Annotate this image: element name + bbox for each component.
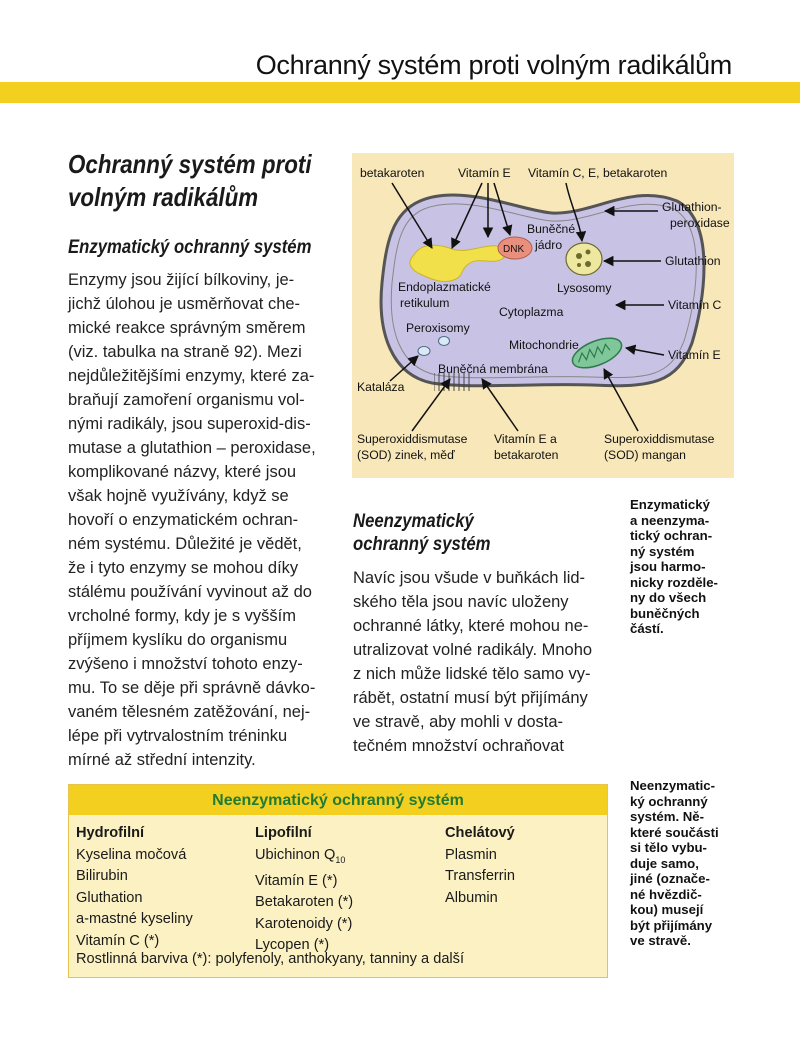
note-line: jsou harmo- xyxy=(630,559,706,574)
text-line: lépe při vytrvalostním tréninku xyxy=(68,727,288,745)
text-line: jichž úlohou je usměrňovat che- xyxy=(68,295,301,313)
text-line: Enzymy jsou žijící bílkoviny, je- xyxy=(68,271,295,289)
lysosome-dot xyxy=(576,253,582,259)
label-glutathion-peroxidase-2: peroxidase xyxy=(670,216,730,230)
label-sod-zinek-1: Superoxiddismutase xyxy=(357,432,468,446)
article-title-line: Ochranný systém proti xyxy=(68,149,312,179)
note-line: které součásti xyxy=(630,824,719,840)
text-line: utralizovat volné radikály. Mnoho xyxy=(353,641,593,659)
cell-diagram xyxy=(352,153,734,478)
table-item: Lycopen (*) xyxy=(255,937,330,954)
note-line: buněčných xyxy=(630,605,700,621)
text-line: stálému používání vyvinout až do xyxy=(68,583,312,601)
table-column-hydrophilic xyxy=(76,823,193,952)
text-line: nejdůležitějšími enzymy, které za- xyxy=(68,367,315,385)
note-line: částí. xyxy=(630,621,664,636)
note-line: Neenzymatic- xyxy=(630,778,716,793)
peroxisome-shape xyxy=(439,337,450,346)
label-katalaza: Kataláza xyxy=(357,380,405,394)
text-line: nými radikály, jsou superoxid-dis- xyxy=(68,415,311,433)
cell-diagram-svg xyxy=(352,153,734,478)
note-line: duje samo, xyxy=(630,855,699,871)
heading-line: ochranný systém xyxy=(353,534,491,555)
note-line: Enzymatický xyxy=(630,497,710,512)
side-note-enzymatic xyxy=(630,497,718,637)
column-header: Chelátový xyxy=(445,825,515,841)
heading-line: Neenzymatický xyxy=(353,511,474,532)
table-item-text: Ubichinon Q xyxy=(255,846,336,863)
text-line: tečném množství ochraňovat xyxy=(353,737,564,755)
text-line: braňují zamoření organismu vol- xyxy=(68,391,305,409)
text-line: však hojně využívány, když se xyxy=(68,487,289,505)
label-bunecne-jadro-2: jádro xyxy=(535,238,563,252)
text-line: z nich může lidské tělo samo vy- xyxy=(353,665,591,683)
lysosome-shape xyxy=(566,243,602,275)
side-note-nonenzymatic xyxy=(630,778,719,949)
table-item xyxy=(255,845,353,871)
table-item: Plasmin xyxy=(445,846,497,863)
table-item: Kyselina močová xyxy=(76,846,187,863)
table-footer: Rostlinná barviva (*): polyfenoly, anthokyany, tanniny a další xyxy=(76,951,465,967)
label-vitamin-e-top: Vitamín E xyxy=(458,166,511,180)
label-glutathion: Glutathion xyxy=(665,254,721,268)
note-line: systém. Ně- xyxy=(630,809,705,824)
label-vitamin-c-e-beta: Vitamín C, E, betakaroten xyxy=(528,166,668,180)
note-line: ny do všech xyxy=(630,590,707,605)
lysosome-dot xyxy=(586,250,591,255)
table-item: Bilirubin xyxy=(76,868,128,884)
table-column-chelating xyxy=(445,823,515,909)
table-item: Vitamín C (*) xyxy=(76,932,160,949)
text-line: hovoří o enzymatickém ochran- xyxy=(68,511,299,529)
label-mitochondrie: Mitochondrie xyxy=(509,338,579,352)
label-betakaroten: betakaroten xyxy=(360,166,425,180)
article-title-line: volným radikálům xyxy=(68,182,259,212)
column-header: Lipofilní xyxy=(255,825,312,841)
label-sod-mangan-2: (SOD) mangan xyxy=(604,448,686,462)
note-line: ký ochranný xyxy=(630,793,708,809)
peroxisome-shape xyxy=(418,347,430,356)
label-sod-zinek-2: (SOD) zinek, měď xyxy=(357,448,455,462)
text-line: rábět, ostatní musí být přijímány xyxy=(353,689,588,707)
article-title xyxy=(68,148,312,214)
label-cytoplazma: Cytoplazma xyxy=(499,305,564,319)
table-item: Vitamín E (*) xyxy=(255,872,338,889)
label-sod-mangan-1: Superoxiddismutase xyxy=(604,432,715,446)
text-line: mutase a glutathion – peroxidase, xyxy=(68,439,316,457)
text-line: vrcholné formy, kdy je s vyšším xyxy=(68,607,296,625)
text-line: zvýšeno i množství tohoto enzy- xyxy=(68,655,303,673)
label-glutathion-peroxidase-1: Glutathion- xyxy=(662,200,722,214)
arrow xyxy=(412,379,450,431)
text-line: (viz. tabulka na straně 92). Mezi xyxy=(68,343,302,361)
table-title: Neenzymatický ochranný systém xyxy=(212,792,464,809)
enzymatic-heading: Enzymatický ochranný systém xyxy=(68,237,312,258)
text-line: příjmem kyslíku do organismu xyxy=(68,631,288,649)
note-line: tický ochran- xyxy=(630,528,713,543)
text-line: mírné až střední intenzity. xyxy=(68,751,256,769)
text-line: že i tyto enzymy se mohou díky xyxy=(68,559,299,577)
enzymatic-paragraph xyxy=(68,268,316,772)
note-line: ný systém xyxy=(630,543,695,559)
label-vitamin-e-right: Vitamín E xyxy=(668,348,721,362)
note-line: kou) musejí xyxy=(630,902,704,917)
nonenzymatic-table xyxy=(68,784,608,978)
text-line: mu. To se děje při správně dávko- xyxy=(68,679,316,697)
note-line: být přijímány xyxy=(630,917,713,933)
note-line: né hvězdič- xyxy=(630,886,702,902)
text-line: ve stravě, aby mohli v dosta- xyxy=(353,713,564,731)
table-item: Karotenoidy (*) xyxy=(255,915,353,932)
note-line: si tělo vybu- xyxy=(630,840,707,855)
label-vitamin-c: Vitamín C xyxy=(668,298,722,312)
text-line: ném systému. Důležité je vědět, xyxy=(68,535,302,553)
label-vit-e-beta-2: betakaroten xyxy=(494,448,559,462)
label-bunecna-membrana: Buněčná membrána xyxy=(438,362,548,376)
text-line: mické reakce správným směrem xyxy=(68,319,306,337)
note-line: jiné (označe- xyxy=(630,871,710,886)
note-line: nicky rozděle- xyxy=(630,574,718,590)
table-item: Albumin xyxy=(445,889,498,906)
text-line: vaném tělesném zatěžování, nej- xyxy=(68,703,311,721)
label-dnk: DNK xyxy=(503,244,525,255)
table-item: Gluthation xyxy=(76,889,143,906)
table-item: a-mastné kyseliny xyxy=(76,911,193,927)
page-header-title: Ochranný systém proti volným radikálům xyxy=(255,50,732,80)
header-band xyxy=(0,82,800,103)
table-item: Transferrin xyxy=(445,868,516,884)
label-endoplazmaticke-1: Endoplazmatické xyxy=(398,280,491,294)
column-header: Hydrofilní xyxy=(76,825,145,841)
nonenzymatic-heading xyxy=(353,510,491,556)
table-item: Betakaroten (*) xyxy=(255,894,354,911)
text-line: Navíc jsou všude v buňkách lid- xyxy=(353,569,586,587)
text-line: ochranné látky, které mohou ne- xyxy=(353,617,589,635)
subscript: 10 xyxy=(335,854,346,865)
table-column-lipophilic xyxy=(255,823,353,957)
label-bunecne-jadro-1: Buněčné xyxy=(527,222,576,236)
label-endoplazmaticke-2: retikulum xyxy=(400,296,450,310)
note-line: ve stravě. xyxy=(630,933,691,948)
text-line: komplikované názvy, které jsou xyxy=(68,463,297,481)
text-line: ského těla jsou navíc uloženy xyxy=(353,593,569,611)
lysosome-dot xyxy=(577,263,581,267)
lysosome-dot xyxy=(585,261,591,267)
label-peroxisomy: Peroxisomy xyxy=(406,321,470,335)
nonenzymatic-paragraph xyxy=(353,566,592,758)
note-line: a neenzyma- xyxy=(630,512,710,528)
label-vit-e-beta-1: Vitamín E a xyxy=(494,432,557,446)
label-lysosomy: Lysosomy xyxy=(557,281,612,295)
